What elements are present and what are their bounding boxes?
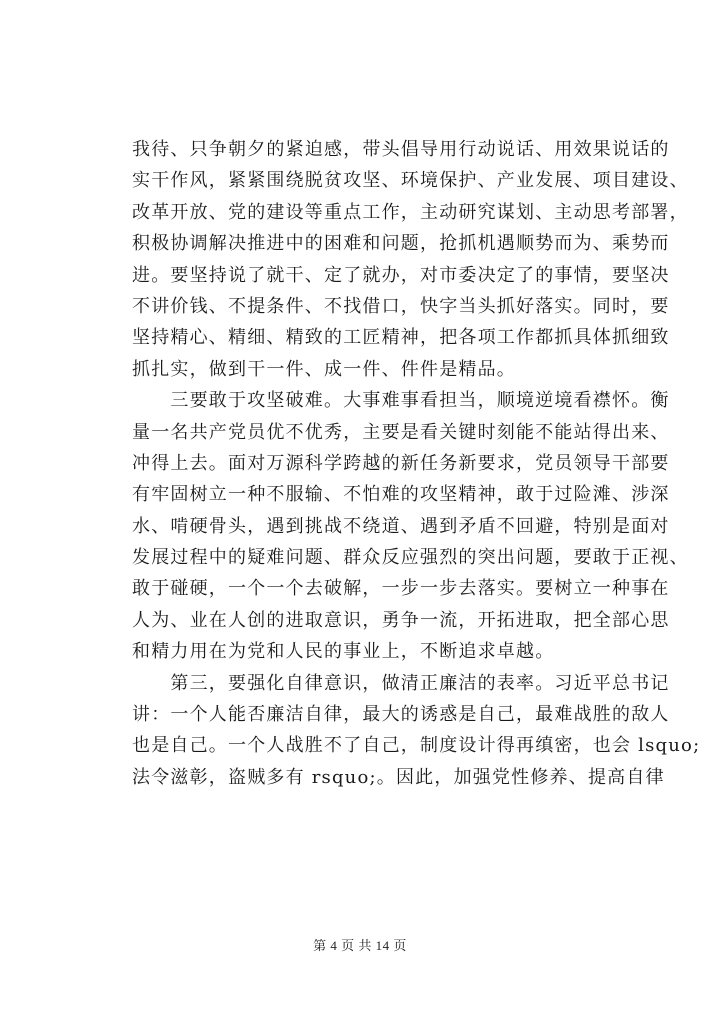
text-line: 和精力用在为党和人民的事业上，不断追求卓越。 [132, 641, 555, 663]
text-line: 有牢固树立一种不服输、不怕难的攻坚精神，敢于过险滩、涉深 [132, 484, 670, 506]
paragraph-heading-line: 三要敢于攻坚破难。大事难事看担当，顺境逆境看襟怀。衡 [132, 390, 670, 412]
text-line: 坚持精心、精细、精致的工匠精神，把各项工作都抓具体抓细致 [132, 327, 670, 349]
text-line: 讲：一个人能否廉洁自律，最大的诱惑是自己，最难战胜的敌人 [132, 704, 670, 726]
text-line: 不讲价钱、不提条件、不找借口，快字当头抓好落实。同时，要 [132, 295, 670, 317]
text-line: 进。要坚持说了就干、定了就办，对市委决定了的事情，要坚决 [132, 264, 670, 286]
text-line: 水、啃硬骨头，遇到挑战不绕道、遇到矛盾不回避，特别是面对 [132, 515, 670, 537]
paragraph-heading-line: 第三，要强化自律意识，做清正廉洁的表率。习近平总书记 [132, 672, 670, 694]
page-footer: 第 4 页 共 14 页 [313, 938, 407, 953]
text-line: 发展过程中的疑难问题、群众反应强烈的突出问题，要敢于正视、 [132, 547, 689, 569]
text-line: 冲得上去。面对万源科学跨越的新任务新要求，党员领导干部要 [132, 452, 670, 474]
text-line: 我待、只争朝夕的紧迫感，带头倡导用行动说话、用效果说话的 [132, 139, 670, 160]
text-line: 抓扎实，做到干一件、成一件、件件是精品。 [132, 358, 516, 380]
text-line: 改革开放、党的建设等重点工作，主动研究谋划、主动思考部署， [132, 201, 689, 223]
text-line: 实干作风，紧紧围绕脱贫攻坚、环境保护、产业发展、项目建设、 [132, 170, 689, 192]
text-line: 也是自己。一个人战胜不了自己，制度设计得再缜密，也会 lsquo; [132, 735, 701, 757]
text-line: 敢于碰硬，一个一个去破解，一步一步去落实。要树立一种事在 [132, 578, 670, 600]
text-line: 积极协调解决推进中的困难和问题，抢抓机遇顺势而为、乘势而 [132, 233, 670, 255]
body-text [132, 134, 701, 793]
text-line: 量一名共产党员优不优秀，主要是看关键时刻能不能站得出来、 [132, 421, 670, 443]
text-line: 人为、业在人创的进取意识，勇争一流，开拓进取，把全部心思 [132, 609, 670, 631]
text-line: 法令滋彰，盗贼多有 rsquo;。因此，加强党性修养、提高自律 [132, 766, 665, 788]
